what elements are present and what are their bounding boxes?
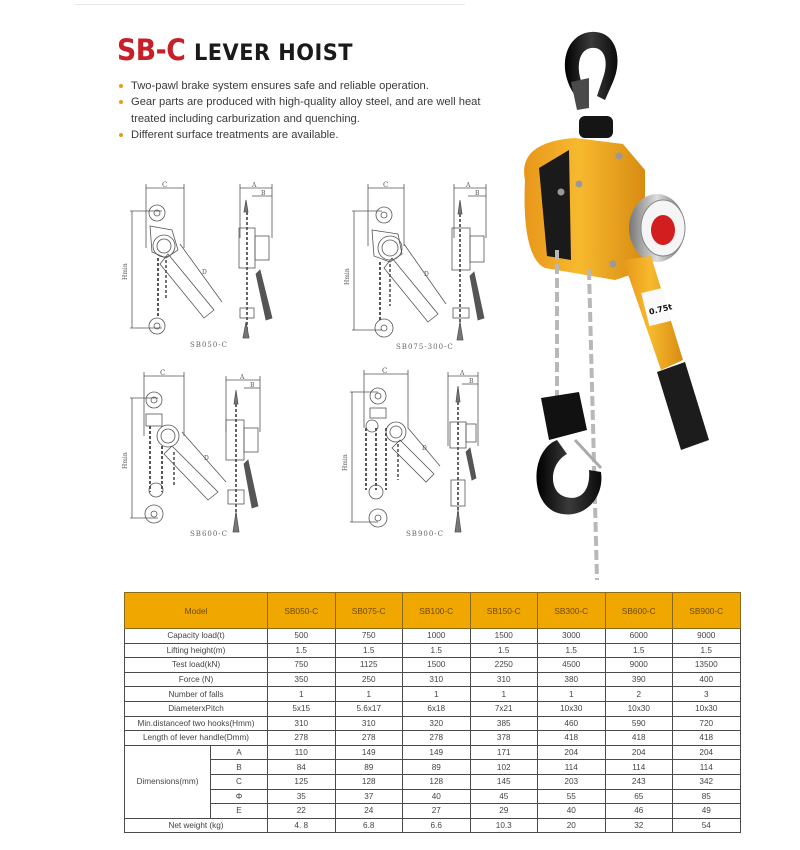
table-cell: 320: [403, 716, 471, 731]
table-row: [125, 789, 741, 804]
table-cell: 65: [605, 789, 673, 804]
table-cell: 204: [605, 745, 673, 760]
table-cell: 84: [268, 760, 336, 775]
table-cell: 378: [470, 731, 538, 746]
table-cell: 145: [470, 774, 538, 789]
bullet-icon: [119, 100, 123, 104]
table-cell: 6.8: [335, 818, 403, 833]
svg-text:A: A: [240, 374, 245, 381]
svg-text:A: A: [460, 370, 465, 377]
table-row: [125, 774, 741, 789]
table-cell: 4500: [538, 658, 606, 673]
row-label: Min.distanceof two hooks(Hmm): [125, 716, 268, 731]
table-cell: 1: [470, 687, 538, 702]
table-cell: 342: [673, 774, 741, 789]
table-cell: 203: [538, 774, 606, 789]
table-cell: 45: [470, 789, 538, 804]
table-cell: 204: [673, 745, 741, 760]
svg-text:A: A: [466, 182, 471, 189]
top-divider: [75, 4, 465, 5]
column-header: SB300-C: [538, 593, 606, 629]
table-cell: 250: [335, 672, 403, 687]
table-row: [125, 745, 741, 760]
diagram-caption: SB075-300-C: [396, 343, 454, 351]
row-sublabel: E: [211, 804, 268, 819]
table-cell: 1500: [403, 658, 471, 673]
table-cell: 1.5: [470, 643, 538, 658]
svg-text:D: D: [202, 269, 207, 276]
table-cell: 720: [673, 716, 741, 731]
svg-text:B: B: [261, 190, 266, 197]
row-label: DiameterxPitch: [125, 701, 268, 716]
diagram-sb600: [122, 362, 297, 547]
feature-item: Different surface treatments are available.: [118, 127, 518, 143]
feature-item: Gear parts are produced with high-quality alloy steel, and are well heat treated including carburization and quenching.: [118, 94, 518, 127]
diagram-caption: SB600-C: [190, 530, 229, 538]
svg-text:D: D: [204, 455, 209, 462]
table-cell: 204: [538, 745, 606, 760]
table-cell: 37: [335, 789, 403, 804]
diagram-caption: SB050-C: [190, 341, 229, 349]
table-row: [125, 716, 741, 731]
svg-text:B: B: [475, 190, 480, 197]
table-cell: 390: [605, 672, 673, 687]
table-cell: 55: [538, 789, 606, 804]
table-cell: 10x30: [605, 701, 673, 716]
table-row: [125, 731, 741, 746]
bullet-icon: [119, 84, 123, 88]
table-cell: 5.6x17: [335, 701, 403, 716]
table-cell: 22: [268, 804, 336, 819]
table-cell: 1.5: [403, 643, 471, 658]
row-label: Length of lever handle(Dmm): [125, 731, 268, 746]
table-cell: 9000: [605, 658, 673, 673]
row-label: Test load(kN): [125, 658, 268, 673]
row-sublabel: C: [211, 774, 268, 789]
table-cell: 114: [538, 760, 606, 775]
table-cell: 85: [673, 789, 741, 804]
table-cell: 380: [538, 672, 606, 687]
table-cell: 128: [403, 774, 471, 789]
row-sublabel: Φ: [211, 789, 268, 804]
column-header: SB050-C: [268, 593, 336, 629]
column-header: SB600-C: [605, 593, 673, 629]
table-row: [125, 701, 741, 716]
table-cell: 149: [335, 745, 403, 760]
table-cell: 750: [268, 658, 336, 673]
table-row: [125, 760, 741, 775]
table-cell: 750: [335, 629, 403, 644]
row-sublabel: A: [211, 745, 268, 760]
table-cell: 29: [470, 804, 538, 819]
table-cell: 418: [605, 731, 673, 746]
svg-text:B: B: [250, 382, 255, 389]
table-cell: 13500: [673, 658, 741, 673]
table-cell: 6000: [605, 629, 673, 644]
table-cell: 1: [538, 687, 606, 702]
table-cell: 350: [268, 672, 336, 687]
table-cell: 418: [673, 731, 741, 746]
table-cell: 278: [403, 731, 471, 746]
column-header: SB900-C: [673, 593, 741, 629]
svg-text:D: D: [424, 271, 429, 278]
product-code: SB-C: [117, 33, 186, 67]
table-cell: 310: [335, 716, 403, 731]
svg-text:C: C: [383, 181, 389, 189]
column-header: SB150-C: [470, 593, 538, 629]
table-cell: 500: [268, 629, 336, 644]
table-cell: 2: [605, 687, 673, 702]
table-cell: 114: [673, 760, 741, 775]
svg-text:A: A: [252, 182, 257, 189]
table-cell: 2250: [470, 658, 538, 673]
table-cell: 27: [403, 804, 471, 819]
svg-text:Hmin: Hmin: [344, 268, 351, 285]
svg-text:C: C: [382, 367, 388, 375]
table-cell: 400: [673, 672, 741, 687]
table-cell: 7x21: [470, 701, 538, 716]
bullet-icon: [119, 133, 123, 137]
table-row: [125, 643, 741, 658]
svg-text:C: C: [162, 181, 168, 189]
row-label: Number of falls: [125, 687, 268, 702]
table-cell: 278: [335, 731, 403, 746]
feature-item: Two-pawl brake system ensures safe and reliable operation.: [118, 78, 518, 94]
table-cell: 1000: [403, 629, 471, 644]
table-cell: 149: [403, 745, 471, 760]
table-cell: 6.6: [403, 818, 471, 833]
table-cell: 1.5: [335, 643, 403, 658]
table-cell: 40: [538, 804, 606, 819]
column-header: SB075-C: [335, 593, 403, 629]
table-row: [125, 818, 741, 833]
table-row: [125, 672, 741, 687]
table-cell: 46: [605, 804, 673, 819]
table-cell: 278: [268, 731, 336, 746]
table-cell: 243: [605, 774, 673, 789]
table-row: [125, 804, 741, 819]
hoist-drawing-icon: [122, 178, 297, 353]
table-cell: 4. 8: [268, 818, 336, 833]
row-label: Capacity load(t): [125, 629, 268, 644]
table-cell: 40: [403, 789, 471, 804]
row-label: Net weight (kg): [125, 818, 268, 833]
diagram-caption: SB900-C: [406, 530, 445, 538]
table-cell: 590: [605, 716, 673, 731]
product-name: LEVER HOIST: [193, 41, 353, 66]
table-cell: 32: [605, 818, 673, 833]
table-cell: 5x15: [268, 701, 336, 716]
table-cell: 1: [268, 687, 336, 702]
table-row: [125, 687, 741, 702]
table-header-row: [125, 593, 741, 629]
table-cell: 125: [268, 774, 336, 789]
row-label-dimensions: Dimensions(mm): [125, 745, 211, 818]
page-title: [117, 33, 361, 67]
table-cell: 1.5: [605, 643, 673, 658]
row-sublabel: B: [211, 760, 268, 775]
column-header: SB100-C: [403, 593, 471, 629]
hoist-drawing-icon: [332, 362, 507, 547]
table-cell: 385: [470, 716, 538, 731]
table-cell: 310: [470, 672, 538, 687]
hoist-drawing-icon: [122, 362, 297, 547]
table-cell: 171: [470, 745, 538, 760]
svg-text:Hmin: Hmin: [342, 454, 349, 471]
table-cell: 1: [403, 687, 471, 702]
table-cell: 114: [605, 760, 673, 775]
table-cell: 54: [673, 818, 741, 833]
table-cell: 128: [335, 774, 403, 789]
table-cell: 20: [538, 818, 606, 833]
table-cell: 1500: [470, 629, 538, 644]
row-label: Force (N): [125, 672, 268, 687]
table-cell: 10.3: [470, 818, 538, 833]
table-cell: 24: [335, 804, 403, 819]
table-cell: 102: [470, 760, 538, 775]
table-cell: 89: [403, 760, 471, 775]
svg-text:C: C: [160, 369, 166, 377]
table-row: [125, 658, 741, 673]
table-cell: 1.5: [538, 643, 606, 658]
hoist-drawing-icon: [332, 178, 507, 353]
table-cell: 10x30: [673, 701, 741, 716]
svg-text:Hmin: Hmin: [122, 452, 129, 469]
table-cell: 1125: [335, 658, 403, 673]
table-cell: 89: [335, 760, 403, 775]
product-photo: [505, 20, 740, 590]
table-cell: 6x18: [403, 701, 471, 716]
row-label: Lifting height(m): [125, 643, 268, 658]
diagram-sb050: [122, 178, 297, 353]
table-cell: 9000: [673, 629, 741, 644]
svg-text:Hmin: Hmin: [122, 263, 129, 280]
diagram-sb075-300: [332, 178, 507, 353]
table-cell: 3000: [538, 629, 606, 644]
feature-list: [118, 78, 518, 143]
svg-text:D: D: [422, 445, 427, 452]
column-header-model: Model: [125, 593, 268, 629]
table-cell: 3: [673, 687, 741, 702]
table-cell: 49: [673, 804, 741, 819]
table-cell: 1.5: [268, 643, 336, 658]
table-cell: 418: [538, 731, 606, 746]
table-cell: 310: [268, 716, 336, 731]
svg-text:0.75t: 0.75t: [647, 302, 674, 317]
table-cell: 1: [335, 687, 403, 702]
table-cell: 460: [538, 716, 606, 731]
diagram-sb900: [332, 362, 507, 547]
svg-text:B: B: [469, 378, 474, 385]
table-cell: 310: [403, 672, 471, 687]
lever-hoist-image-icon: [505, 20, 740, 590]
spec-table: [124, 592, 741, 833]
table-cell: 10x30: [538, 701, 606, 716]
table-row: [125, 629, 741, 644]
table-cell: 1.5: [673, 643, 741, 658]
table-cell: 35: [268, 789, 336, 804]
table-cell: 110: [268, 745, 336, 760]
